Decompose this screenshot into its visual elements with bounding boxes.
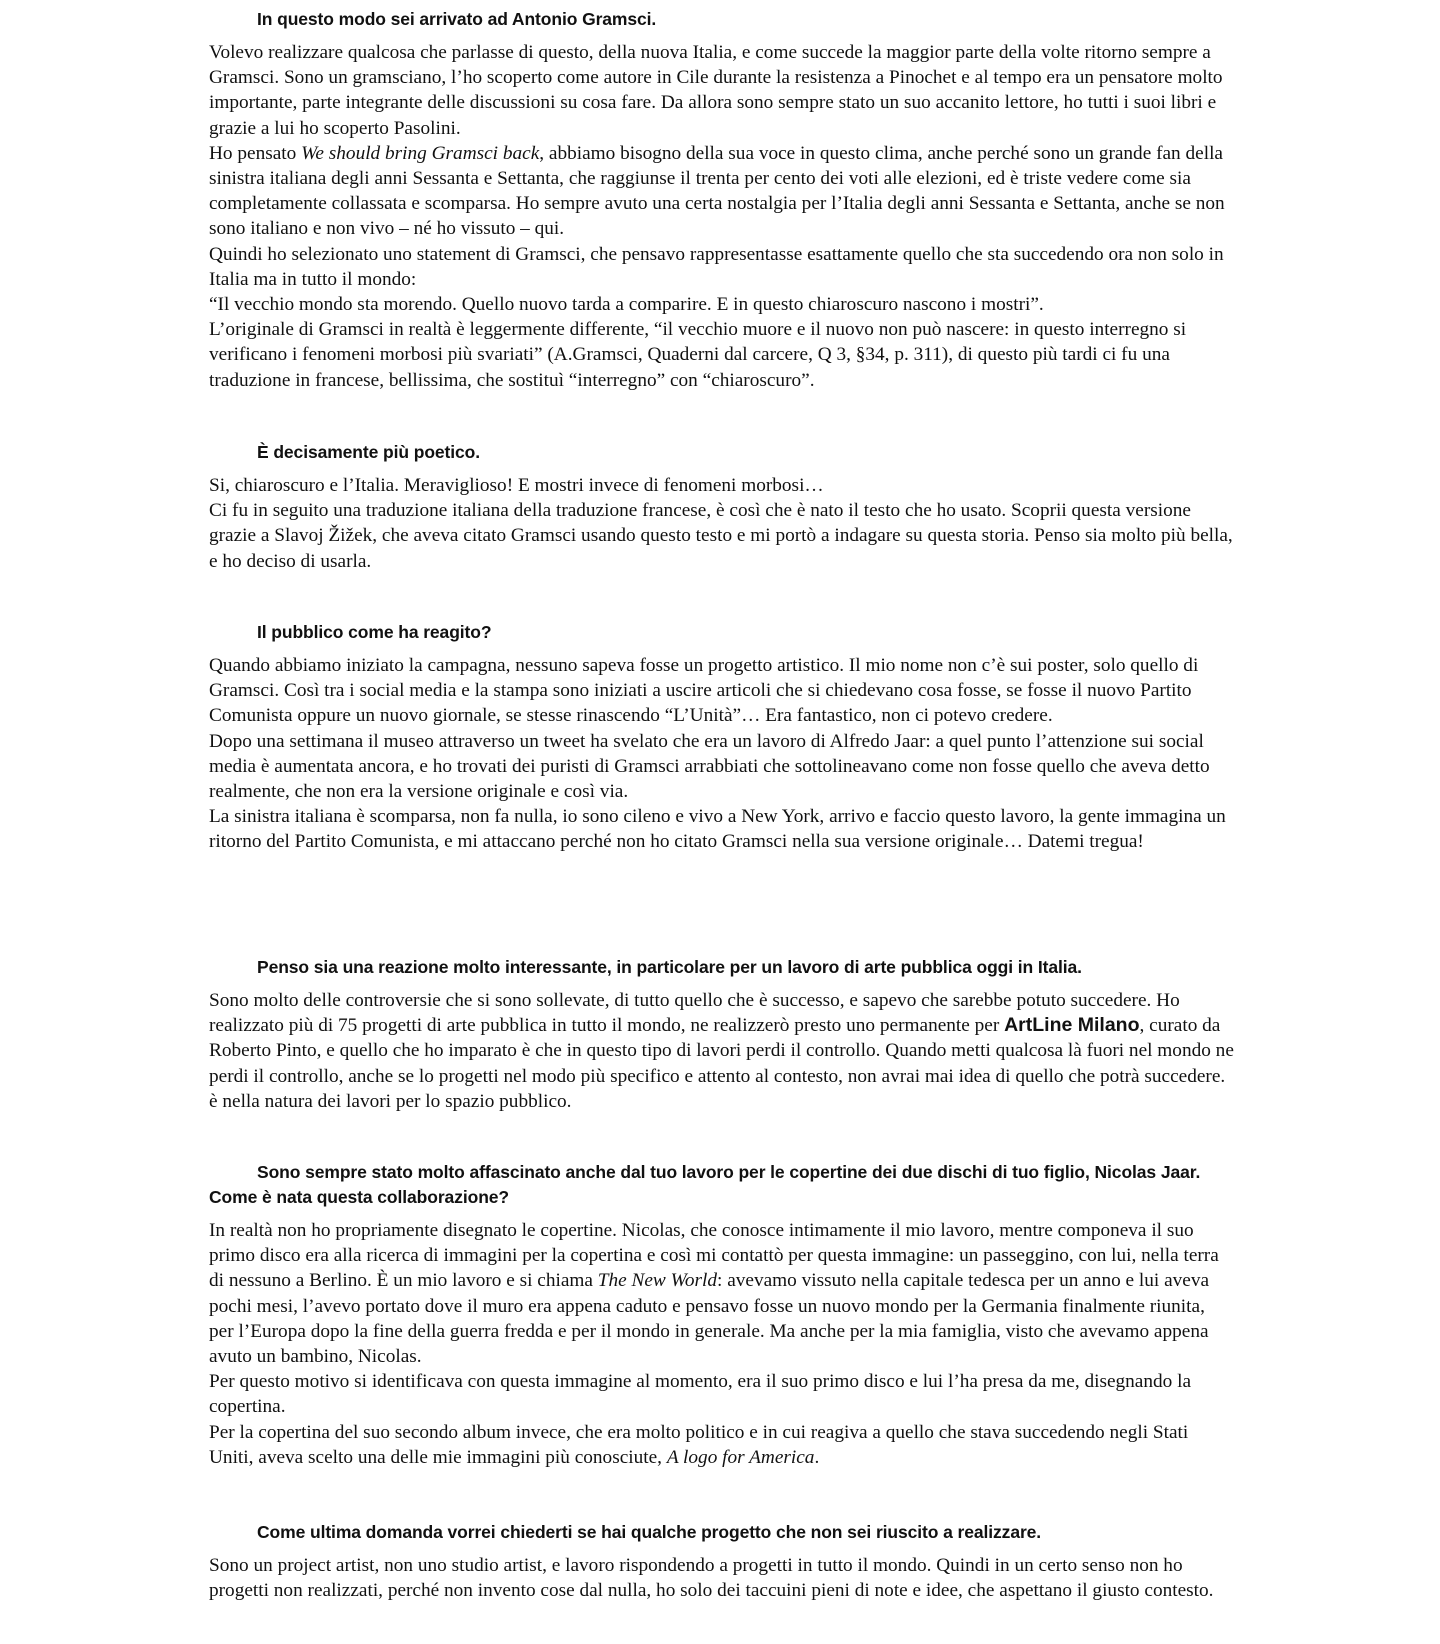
- interview-question: Il pubblico come ha reagito?: [257, 622, 492, 642]
- interview-answer: [209, 473, 1234, 574]
- answer-paragraph: Volevo realizzare qualcosa che parlasse di questo, della nuova Italia, e come succede la maggior parte della volte ritorno sempre a Gramsci. Sono un gramsciano, l’ho scoperto come autore in Cile durante la resistenza a Pinochet e al tempo era un pensatore molto importante, parte integrante delle discussioni su cosa fare. Da allora sono sempre stato un suo accanito lettore, ho tutti i suoi libri e grazie a lui ho scoperto Pasolini.: [209, 42, 1223, 139]
- interview-answer: [209, 40, 1234, 393]
- qa-section: [209, 7, 1234, 393]
- answer-paragraph: [209, 141, 1234, 242]
- answer-paragraph: Quando abbiamo iniziato la campagna, nessuno sapeva fosse un progetto artistico. Il mio nome non c’è sui poster, solo quello di Gramsci. Così tra i social media e la stampa sono iniziati a uscire articoli che si chiedevano cosa fosse, se fosse il nuovo Partito Comunista oppure un nuovo giornale, se stesse rinascendo “L’Unità”… Era fantastico, non ci potevo credere.: [209, 655, 1199, 727]
- answer-paragraph: Per questo motivo si identificava con questa immagine al momento, era il suo primo disco e lui l’ha presa da me, disegnando la copertina.: [209, 1371, 1192, 1418]
- answer-text: .: [814, 1446, 820, 1468]
- answer-text: In realtà non ho propriamente disegnato le copertine. Nicolas, che conosce intimamente il mio lavoro, mentre componeva il suo primo disco era alla ricerca di immagini per la copertina e così mi contattò per questa immagine: un passeggino, con lui, nella terra di nessuno a Berlino. È un mio lavoro e si chiama: [209, 1220, 1219, 1292]
- interview-question: Come ultima domanda vorrei chiederti se hai qualche progetto che non sei riuscito a realizzare.: [257, 1522, 1042, 1542]
- answer-text: , abbiamo bisogno della sua voce in questo clima, anche perché sono un grande fan della sinistra italiana degli anni Sessanta e Settanta, che raggiunse il trenta per cento dei voti alle elezioni, ed è triste vedere come sia completamente collassata e scomparsa. Ho sempre avuto una certa nostalgia per l’Italia degli anni Sessanta e Settanta, anche se non sono italiano e non vivo – né ho vissuto – qui.: [209, 142, 1225, 240]
- interview-answer: [209, 653, 1234, 855]
- answer-paragraph: Ci fu in seguito una traduzione italiana della traduzione francese, è così che è nato il testo che ho usato. Scoprii questa versione grazie a Slavoj Žižek, che aveva citato Gramsci usando questo testo e mi portò a indagare su questa storia. Penso sia molto più bella, e ho deciso di usarla.: [209, 500, 1233, 572]
- answer-paragraph: L’originale di Gramsci in realtà è leggermente differente, “il vecchio muore e il nuovo non può nascere: in questo interregno si verificano i fenomeni morbosi più svariati” (A.Gramsci, Quaderni dal carcere, Q 3, §34, p. 311), di questo più tardi ci fu una traduzione in francese, bellissima, che sostituì “interregno” con “chiaroscuro”.: [209, 319, 1187, 391]
- answer-paragraph: Si, chiaroscuro e l’Italia. Meraviglioso! E mostri invece di fenomeni morbosi…: [209, 475, 824, 496]
- answer-paragraph: [209, 1420, 1234, 1470]
- qa-section: [209, 955, 1234, 1114]
- artline-milano-link[interactable]: ArtLine Milano: [1004, 1014, 1140, 1037]
- answer-paragraph: La sinistra italiana è scomparsa, non fa nulla, io sono cileno e vivo a New York, arrivo e faccio questo lavoro, la gente immagina un ritorno del Partito Comunista, e mi attaccano perché non ho citato Gramsci nella sua versione originale… Datemi tregua!: [209, 806, 1226, 853]
- work-title: The New World: [597, 1270, 718, 1292]
- interview-question: È decisamente più poetico.: [257, 442, 481, 462]
- answer-text: Ho pensato: [209, 142, 302, 164]
- work-title: We should bring Gramsci back: [301, 142, 540, 164]
- answer-text: , curato da Roberto Pinto, e quello che ho imparato è che in questo tipo di lavori perdi il controllo. Quando metti qualcosa là fuori nel mondo ne perdi il controllo, anche se lo progetti nel modo più specifico e attento al contesto, non avrai mai idea di quello che potrà succedere. è nella natura dei lavori per lo spazio pubblico.: [209, 1015, 1234, 1112]
- answer-paragraph: Sono un project artist, non uno studio artist, e lavoro rispondendo a progetti in tutto il mondo. Quindi in un certo senso non ho progetti non realizzati, perché non invento cose dal nulla, ho solo dei taccuini pieni di note e idee, che aspettano il giusto contesto.: [209, 1555, 1214, 1602]
- interview-answer: [209, 1553, 1234, 1603]
- interview-question: In questo modo sei arrivato ad Antonio Gramsci.: [257, 9, 657, 29]
- answer-paragraph: [209, 988, 1234, 1114]
- answer-text: : avevamo vissuto nella capitale tedesca per un anno e lui aveva pochi mesi, l’avevo portato dove il muro era appena caduto e pensavo fosse un nuovo mondo per la Germania finalmente riunita, per l’Europa dopo la fine della guerra fredda e per il mondo in generale. Ma anche per la mia famiglia, visto che avevamo appena avuto un bambino, Nicolas.: [209, 1270, 1210, 1368]
- qa-section: [209, 1520, 1234, 1603]
- answer-text: Sono molto delle controversie che si sono sollevate, di tutto quello che è successo, e sapevo che sarebbe potuto succedere. Ho realizzato più di 75 progetti di arte pubblica in tutto il mondo, ne realizzerò presto uno permanente per: [209, 990, 1180, 1037]
- gramsci-quote: “Il vecchio mondo sta morendo. Quello nuovo tarda a comparire. E in questo chiaroscuro nascono i mostri”.: [209, 294, 1044, 316]
- answer-paragraph: Quindi ho selezionato uno statement di Gramsci, che pensavo rappresentasse esattamente quello che sta succedendo ora non solo in Italia ma in tutto il mondo:: [209, 243, 1224, 290]
- qa-section: [209, 620, 1234, 855]
- answer-text: Per la copertina del suo secondo album invece, che era molto politico e in cui reagiva a quello che stava succedendo negli Stati Uniti, aveva scelto una delle mie immagini più conosciute,: [209, 1421, 1189, 1468]
- answer-paragraph: [209, 1218, 1234, 1369]
- qa-section: [209, 440, 1234, 574]
- interview-answer: [209, 1218, 1234, 1470]
- work-title: A logo for America: [666, 1446, 815, 1468]
- qa-section: [209, 1160, 1234, 1470]
- interview-answer: [209, 988, 1234, 1114]
- interview-question: Penso sia una reazione molto interessante, in particolare per un lavoro di arte pubblica oggi in Italia.: [257, 957, 1082, 977]
- interview-question: Sono sempre stato molto affascinato anche dal tuo lavoro per le copertine dei due dischi di tuo figlio, Nicolas Jaar. Come è nata questa collaborazione?: [209, 1162, 1201, 1207]
- answer-paragraph: Dopo una settimana il museo attraverso un tweet ha svelato che era un lavoro di Alfredo Jaar: a quel punto l’attenzione sui social media è aumentata ancora, e ho trovati dei puristi di Gramsci arrabbiati che sottolineavano come non fosse quello che aveva detto realmente, che non era la versione originale e così via.: [209, 730, 1210, 803]
